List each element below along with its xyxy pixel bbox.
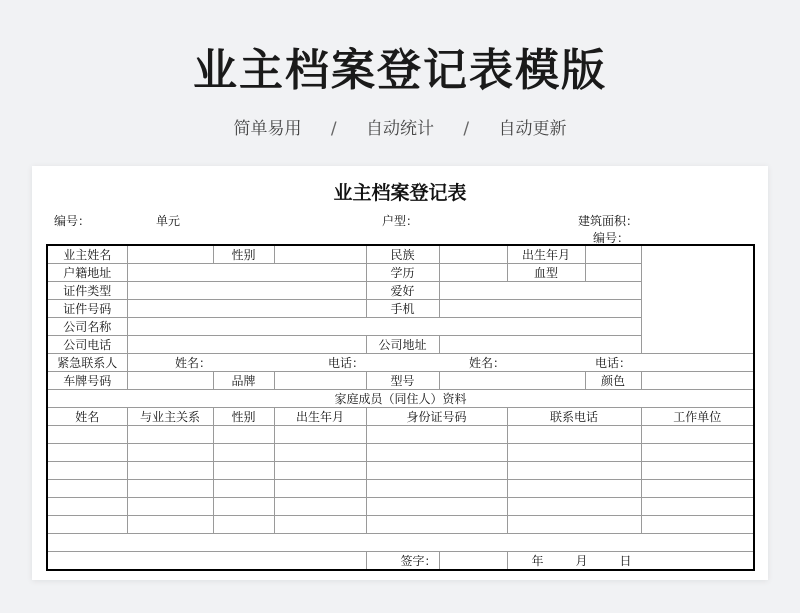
company-name-label: 公司名称 bbox=[47, 318, 127, 336]
feature-easy: 简单易用 bbox=[233, 119, 302, 139]
family-cell[interactable] bbox=[127, 444, 213, 462]
family-header-work: 工作单位 bbox=[641, 408, 754, 426]
family-cell[interactable] bbox=[127, 480, 213, 498]
family-section-title: 家庭成员（同住人）资料 bbox=[47, 390, 754, 408]
table-row bbox=[47, 354, 754, 372]
feature-list bbox=[0, 114, 800, 139]
family-cell[interactable] bbox=[641, 444, 754, 462]
blood-type-label: 血型 bbox=[507, 264, 585, 282]
feature-auto-update: 自动更新 bbox=[498, 119, 567, 139]
family-row bbox=[47, 462, 754, 480]
month-label: 月 bbox=[575, 553, 588, 568]
family-cell[interactable] bbox=[274, 516, 366, 534]
area-label: 建筑面积： bbox=[578, 214, 639, 228]
company-address-field[interactable] bbox=[439, 336, 641, 354]
emergency-name2-field[interactable] bbox=[507, 354, 585, 372]
family-cell[interactable] bbox=[641, 426, 754, 444]
emergency-contact-label: 紧急联系人 bbox=[47, 354, 127, 372]
remarks-area[interactable] bbox=[47, 534, 754, 552]
family-cell[interactable] bbox=[641, 480, 754, 498]
hukou-address-field[interactable] bbox=[127, 264, 366, 282]
company-phone-label: 公司电话 bbox=[47, 336, 127, 354]
id-number-field[interactable] bbox=[127, 300, 366, 318]
emergency-phone1-label: 电话： bbox=[274, 354, 366, 372]
family-row bbox=[47, 444, 754, 462]
education-field[interactable] bbox=[439, 264, 507, 282]
family-header-phone: 联系电话 bbox=[507, 408, 641, 426]
feature-auto-stat: 自动统计 bbox=[366, 119, 434, 139]
hukou-address-label: 户籍地址 bbox=[47, 264, 127, 282]
plate-number-label: 车牌号码 bbox=[47, 372, 127, 390]
family-cell[interactable] bbox=[641, 516, 754, 534]
family-cell[interactable] bbox=[47, 480, 127, 498]
family-header-id: 身份证号码 bbox=[366, 408, 507, 426]
family-cell[interactable] bbox=[366, 426, 507, 444]
photo-area bbox=[641, 245, 754, 354]
model-label: 型号 bbox=[366, 372, 439, 390]
id-number-label: 证件号码 bbox=[47, 300, 127, 318]
house-type-label: 户型： bbox=[382, 214, 419, 228]
blood-type-field[interactable] bbox=[585, 264, 641, 282]
owner-form-table bbox=[46, 244, 755, 571]
sign-field[interactable] bbox=[439, 552, 507, 571]
mobile-label: 手机 bbox=[366, 300, 439, 318]
family-row bbox=[47, 480, 754, 498]
family-cell[interactable] bbox=[366, 516, 507, 534]
family-row bbox=[47, 516, 754, 534]
emergency-name2-label: 姓名： bbox=[439, 354, 507, 372]
year-label: 年 bbox=[531, 553, 544, 568]
family-cell[interactable] bbox=[274, 480, 366, 498]
hobby-label: 爱好 bbox=[366, 282, 439, 300]
page-title: 业主档案登记表模版 bbox=[193, 45, 607, 96]
gender-label: 性别 bbox=[213, 245, 274, 264]
owner-name-label: 业主姓名 bbox=[47, 245, 127, 264]
unit-label: 单元 bbox=[156, 214, 181, 228]
family-cell[interactable] bbox=[274, 444, 366, 462]
model-field[interactable] bbox=[439, 372, 585, 390]
family-cell[interactable] bbox=[366, 498, 507, 516]
blank-row bbox=[47, 534, 754, 552]
birth-date-field[interactable] bbox=[585, 245, 641, 264]
family-cell[interactable] bbox=[213, 462, 274, 480]
family-cell[interactable] bbox=[274, 462, 366, 480]
gender-field[interactable] bbox=[274, 245, 366, 264]
family-cell[interactable] bbox=[366, 462, 507, 480]
family-header-name: 姓名 bbox=[47, 408, 127, 426]
family-cell[interactable] bbox=[213, 480, 274, 498]
family-cell[interactable] bbox=[47, 444, 127, 462]
family-cell[interactable] bbox=[366, 480, 507, 498]
plate-number-field[interactable] bbox=[127, 372, 213, 390]
owner-name-field[interactable] bbox=[127, 245, 213, 264]
family-cell[interactable] bbox=[366, 444, 507, 462]
family-cell[interactable] bbox=[127, 462, 213, 480]
family-cell[interactable] bbox=[213, 444, 274, 462]
family-cell[interactable] bbox=[47, 462, 127, 480]
brand-field[interactable] bbox=[274, 372, 366, 390]
sign-label: 签字： bbox=[366, 552, 439, 571]
birth-date-label: 出生年月 bbox=[507, 245, 585, 264]
ethnicity-label: 民族 bbox=[366, 245, 439, 264]
table-row bbox=[47, 372, 754, 390]
feature-separator: / bbox=[330, 119, 337, 139]
family-cell[interactable] bbox=[127, 498, 213, 516]
family-cell[interactable] bbox=[641, 498, 754, 516]
color-field[interactable] bbox=[641, 372, 754, 390]
serial-label: 编号： bbox=[54, 214, 91, 228]
id-type-field[interactable] bbox=[127, 282, 366, 300]
emergency-name1-field[interactable] bbox=[213, 354, 274, 372]
family-cell[interactable] bbox=[507, 444, 641, 462]
family-cell[interactable] bbox=[507, 516, 641, 534]
serial2-label: 编号： bbox=[593, 231, 630, 245]
emergency-phone1-field[interactable] bbox=[366, 354, 439, 372]
form-sheet bbox=[32, 166, 768, 580]
family-cell[interactable] bbox=[641, 462, 754, 480]
family-cell[interactable] bbox=[507, 462, 641, 480]
signature-row bbox=[47, 552, 754, 571]
mobile-field[interactable] bbox=[439, 300, 641, 318]
ethnicity-field[interactable] bbox=[439, 245, 507, 264]
family-cell[interactable] bbox=[213, 426, 274, 444]
family-header-gender: 性别 bbox=[213, 408, 274, 426]
family-header-birth: 出生年月 bbox=[274, 408, 366, 426]
family-cell[interactable] bbox=[507, 498, 641, 516]
hobby-field[interactable] bbox=[439, 282, 641, 300]
education-label: 学历 bbox=[366, 264, 439, 282]
family-row bbox=[47, 498, 754, 516]
table-row bbox=[47, 245, 754, 264]
family-cell[interactable] bbox=[127, 426, 213, 444]
family-cell[interactable] bbox=[274, 498, 366, 516]
emergency-phone2-field[interactable] bbox=[641, 354, 754, 372]
family-cell[interactable] bbox=[213, 498, 274, 516]
family-cell[interactable] bbox=[47, 516, 127, 534]
brand-label: 品牌 bbox=[213, 372, 274, 390]
company-address-label: 公司地址 bbox=[366, 336, 439, 354]
family-cell[interactable] bbox=[127, 516, 213, 534]
family-header-relation: 与业主关系 bbox=[127, 408, 213, 426]
color-label: 颜色 bbox=[585, 372, 641, 390]
feature-separator: / bbox=[463, 119, 470, 139]
family-cell[interactable] bbox=[507, 480, 641, 498]
emergency-name1-label: 姓名： bbox=[127, 354, 213, 372]
company-phone-field[interactable] bbox=[127, 336, 366, 354]
family-cell[interactable] bbox=[213, 516, 274, 534]
family-cell[interactable] bbox=[274, 426, 366, 444]
family-cell[interactable] bbox=[47, 426, 127, 444]
form-title: 业主档案登记表 bbox=[333, 182, 467, 204]
company-name-field[interactable] bbox=[127, 318, 641, 336]
table-row bbox=[47, 390, 754, 408]
day-label: 日 bbox=[619, 553, 632, 568]
family-cell[interactable] bbox=[47, 498, 127, 516]
id-type-label: 证件类型 bbox=[47, 282, 127, 300]
signature-spacer bbox=[47, 552, 366, 571]
emergency-phone2-label: 电话： bbox=[585, 354, 641, 372]
table-header-row bbox=[47, 408, 754, 426]
family-row bbox=[47, 426, 754, 444]
date-field[interactable] bbox=[507, 552, 754, 571]
family-cell[interactable] bbox=[507, 426, 641, 444]
